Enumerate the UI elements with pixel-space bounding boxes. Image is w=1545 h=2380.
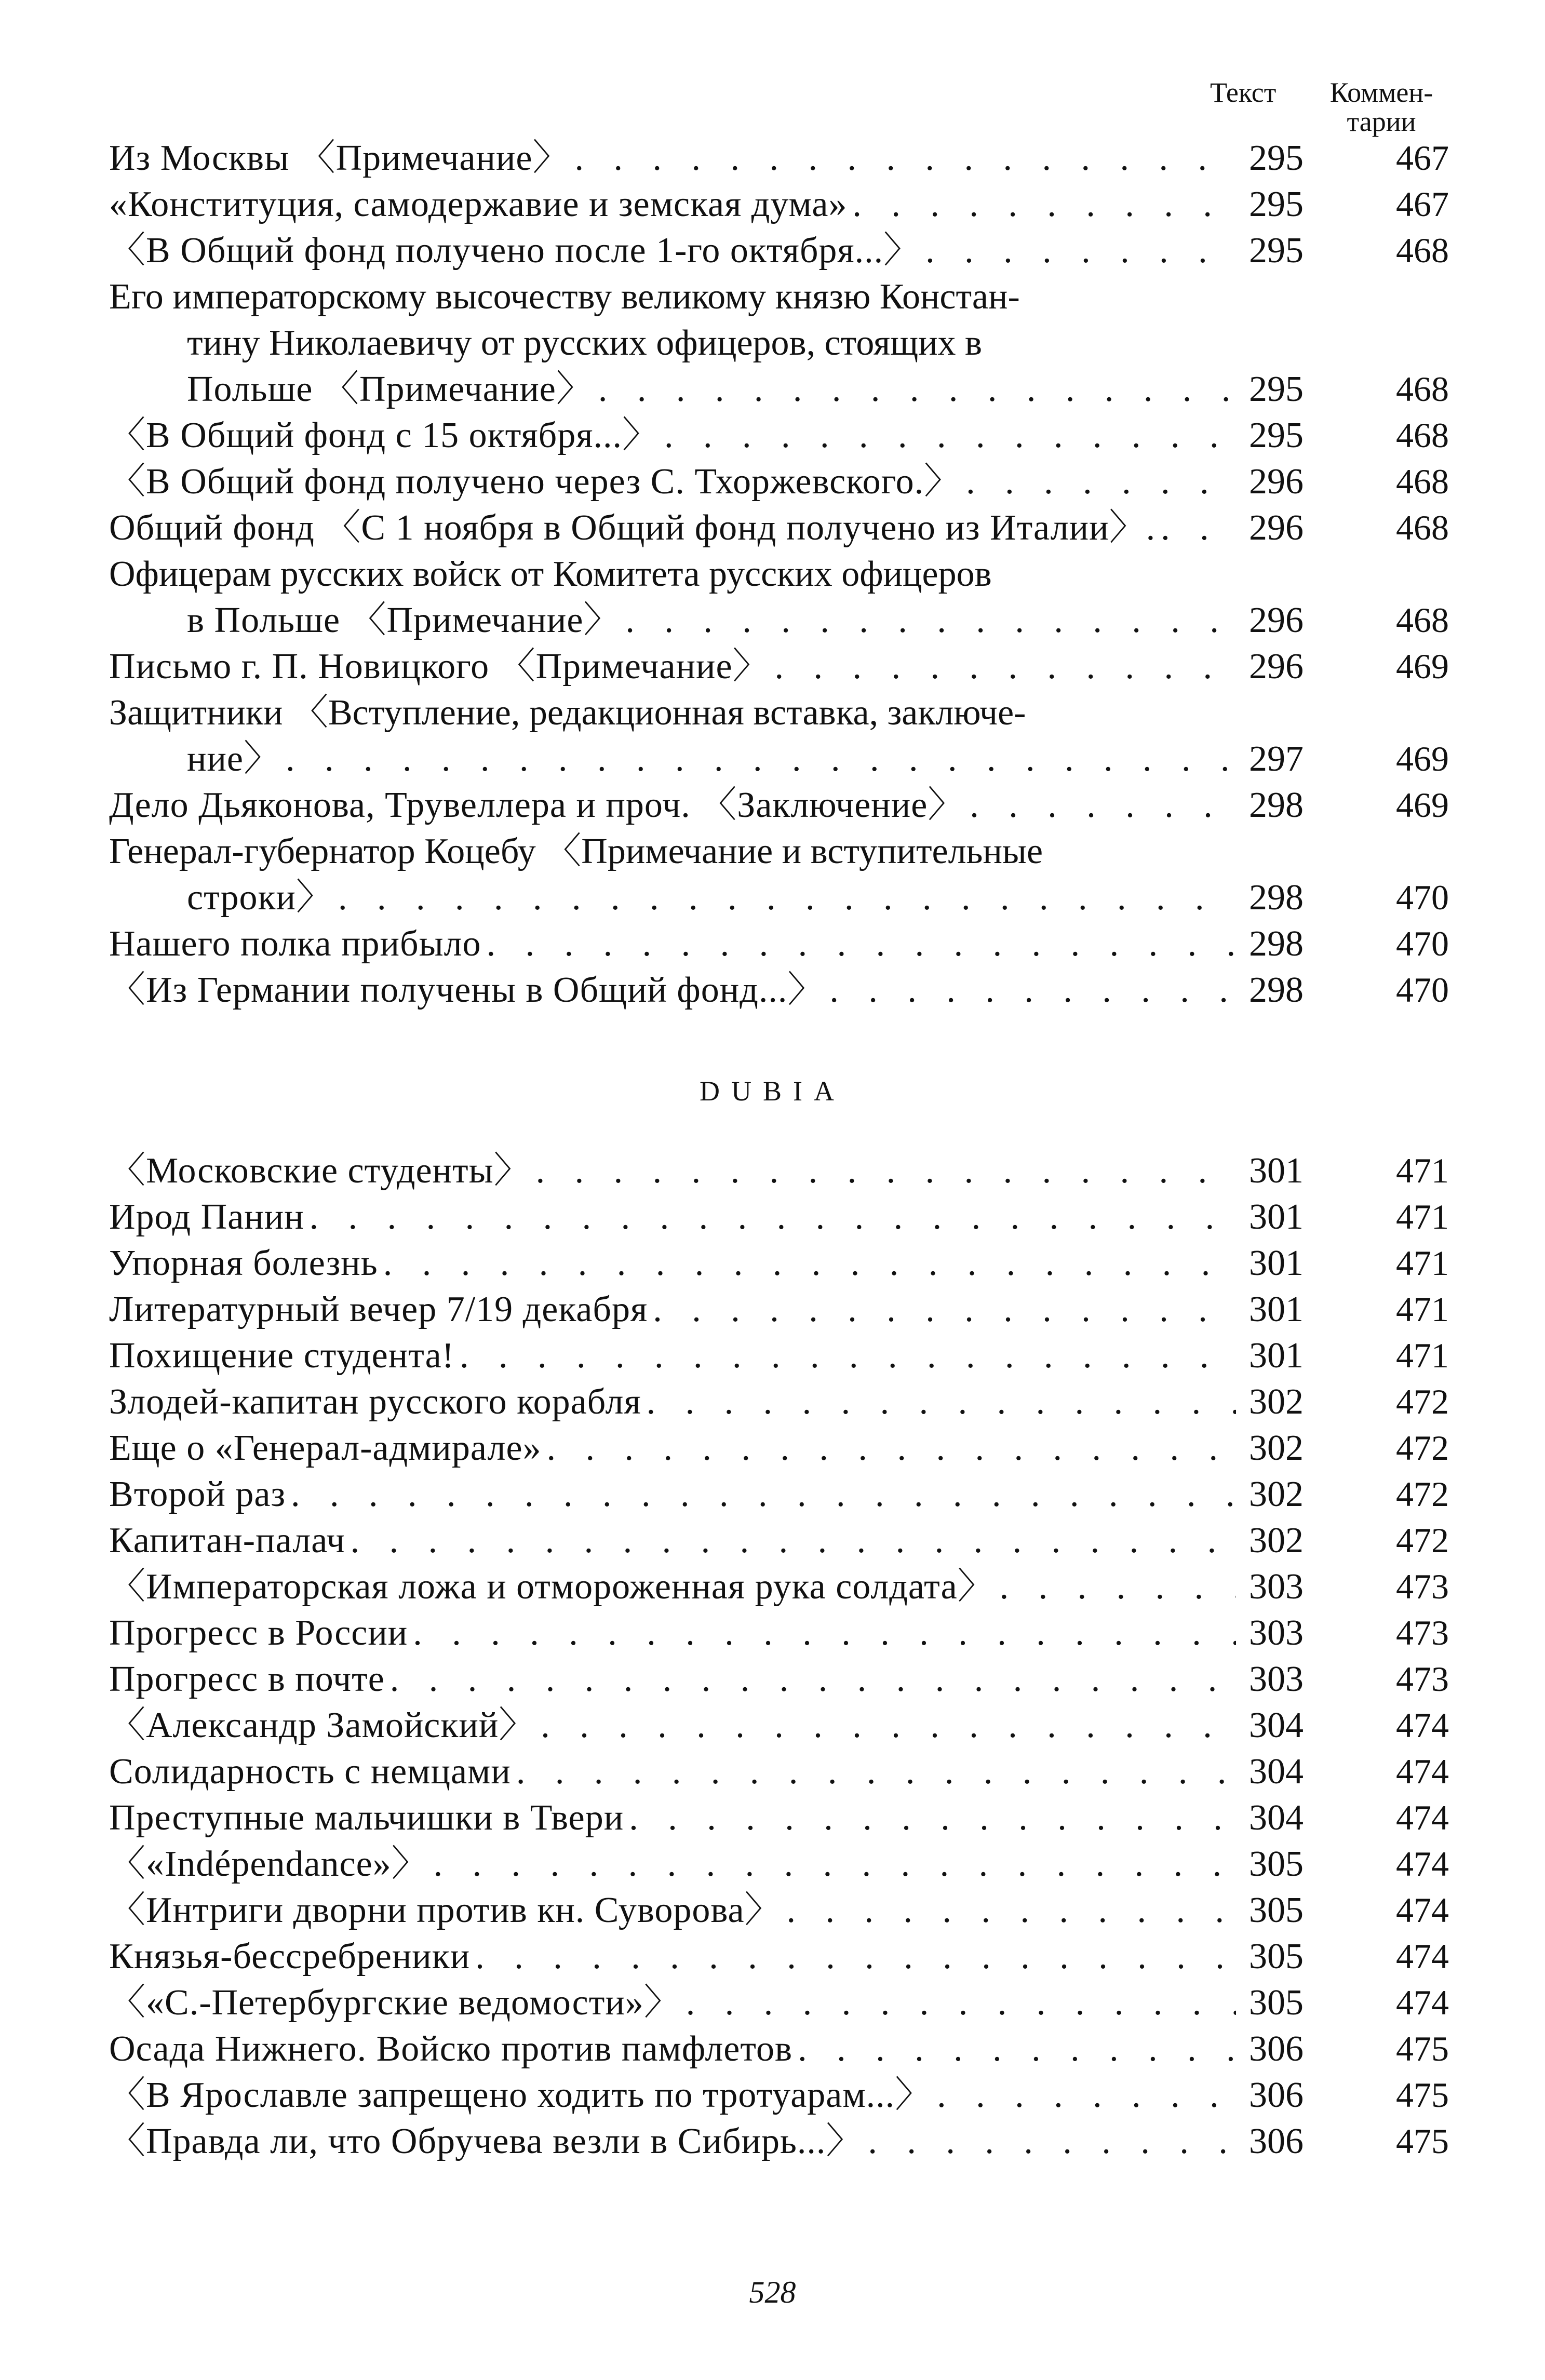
entry-last-line	[109, 782, 1304, 828]
entry-page-number: 295	[1249, 184, 1304, 224]
entry-page-number: 302	[1249, 1521, 1304, 1561]
dot-leader	[390, 1656, 1236, 1702]
dot-leader	[852, 181, 1236, 227]
dot-leader	[286, 736, 1236, 782]
entry-commentary-page: 474	[1396, 1890, 1449, 1930]
entry-last-line	[109, 1656, 1304, 1702]
entry-last-line	[109, 967, 1304, 1013]
entry-page-number: 296	[1249, 647, 1304, 687]
dot-leader	[1000, 1564, 1236, 1610]
toc-entry	[109, 828, 1449, 921]
entry-last-line	[109, 1980, 1304, 2026]
entry-title: Прогресс в России	[109, 1613, 408, 1653]
entry-page-number: 304	[1249, 1705, 1304, 1745]
entry-page-number: 306	[1249, 2121, 1304, 2161]
entry-commentary-page: 475	[1396, 2121, 1449, 2161]
entry-last-line	[109, 597, 1304, 643]
entry-commentary-page: 467	[1396, 138, 1449, 178]
toc-entry	[109, 690, 1449, 782]
dot-leader	[541, 1702, 1236, 1749]
entry-commentary-page: 474	[1396, 1983, 1449, 2022]
entry-commentary-page: 471	[1396, 1243, 1449, 1283]
toc-entry	[109, 1887, 1449, 1933]
dot-leader	[547, 1425, 1236, 1471]
toc-entry	[109, 1148, 1449, 1194]
toc-entry	[109, 2026, 1449, 2072]
entry-last-line	[109, 181, 1304, 227]
dot-leader	[291, 1471, 1236, 1517]
entry-commentary-page: 471	[1396, 1289, 1449, 1329]
entry-commentary-page: 471	[1396, 1197, 1449, 1236]
toc-entry	[109, 1425, 1449, 1471]
entry-commentary-page: 468	[1396, 508, 1449, 547]
entry-commentary-page: 474	[1396, 1844, 1449, 1884]
entry-title: в Польше 〈Примечание〉	[187, 600, 621, 640]
entry-title: Преступные мальчишки в Твери	[109, 1798, 624, 1838]
entry-title: Злодей-капитан русского корабля	[109, 1382, 641, 1422]
entry-title: строки〉	[187, 878, 333, 918]
column-header-commentary: Коммен- тарии	[1329, 77, 1433, 137]
dot-leader	[310, 1194, 1236, 1240]
entry-last-line	[109, 1933, 1304, 1980]
entry-last-line	[109, 1749, 1304, 1795]
entry-page-number: 296	[1249, 508, 1304, 548]
entry-title: Общий фонд 〈С 1 ноября в Общий фонд получено из Италии〉.	[109, 508, 1156, 548]
entry-commentary-page: 473	[1396, 1567, 1449, 1606]
entry-last-line	[109, 1564, 1304, 1610]
entry-commentary-page: 473	[1396, 1659, 1449, 1699]
entry-page-number: 301	[1249, 1243, 1304, 1283]
entry-commentary-page: 475	[1396, 2029, 1449, 2068]
entry-page-number: 295	[1249, 369, 1304, 409]
entry-title: Польше 〈Примечание〉	[187, 369, 593, 409]
entry-last-line	[109, 875, 1304, 921]
entry-commentary-page: 472	[1396, 1521, 1449, 1560]
dot-leader	[829, 967, 1236, 1013]
toc-entry	[109, 643, 1449, 690]
dot-leader	[798, 2026, 1236, 2072]
toc-entry	[109, 412, 1449, 459]
entry-commentary-page: 469	[1396, 785, 1449, 825]
entry-title: 〈Александр Замойский〉	[109, 1705, 536, 1745]
entry-page-number: 305	[1249, 1937, 1304, 1976]
dot-leader	[516, 1749, 1236, 1795]
dot-leader	[338, 875, 1236, 921]
entry-title: Из Москвы 〈Примечание〉	[109, 138, 570, 178]
toc-entry	[109, 1749, 1449, 1795]
dot-leader	[351, 1517, 1236, 1564]
entry-title: 〈В Общий фонд получено через С. Тхоржевского.〉	[109, 462, 961, 502]
entry-title: Осада Нижнего. Войско против памфлетов	[109, 2029, 793, 2069]
dot-leader	[460, 1333, 1236, 1379]
entry-page-number: 303	[1249, 1659, 1304, 1699]
entry-last-line	[109, 1148, 1304, 1194]
entry-last-line	[109, 1841, 1304, 1887]
entry-title: 〈Императорская ложа и отмороженная рука солдата〉	[109, 1567, 995, 1607]
entry-title: 〈«С.-Петербургские ведомости»〉	[109, 1983, 681, 2023]
toc-entry	[109, 967, 1449, 1013]
entry-page-number: 296	[1249, 600, 1304, 640]
entry-last-line	[109, 227, 1304, 274]
dot-leader	[937, 2072, 1236, 2118]
entry-last-line	[109, 1425, 1304, 1471]
entry-commentary-page: 471	[1396, 1336, 1449, 1375]
entry-commentary-page: 468	[1396, 369, 1449, 409]
entry-commentary-page: 468	[1396, 462, 1449, 501]
entry-title: Капитан-палач	[109, 1521, 345, 1561]
entry-commentary-page: 474	[1396, 1752, 1449, 1791]
dot-leader	[1161, 505, 1236, 551]
entry-page-number: 298	[1249, 924, 1304, 964]
toc-entry	[109, 1656, 1449, 1702]
toc-entry	[109, 135, 1449, 181]
entry-last-line	[109, 1240, 1304, 1286]
entry-commentary-page: 468	[1396, 415, 1449, 455]
entry-page-number: 295	[1249, 231, 1304, 271]
entry-commentary-page: 472	[1396, 1428, 1449, 1468]
entry-last-line	[109, 1286, 1304, 1333]
entry-last-line	[109, 2118, 1304, 2164]
entry-commentary-page: 472	[1396, 1474, 1449, 1514]
dot-leader	[629, 1795, 1236, 1841]
entry-last-line	[109, 505, 1304, 551]
entry-commentary-page: 470	[1396, 970, 1449, 1010]
entry-last-line	[109, 412, 1304, 459]
entry-title: Упорная болезнь	[109, 1243, 378, 1283]
entry-commentary-page: 474	[1396, 1798, 1449, 1837]
toc-entry	[109, 1517, 1449, 1564]
dot-leader	[434, 1841, 1236, 1887]
toc-entry	[109, 2118, 1449, 2164]
dot-leader	[598, 366, 1236, 412]
entry-page-number: 303	[1249, 1567, 1304, 1607]
toc-entry	[109, 1610, 1449, 1656]
toc-entry	[109, 1286, 1449, 1333]
entry-last-line	[109, 459, 1304, 505]
dot-leader	[966, 459, 1236, 505]
entry-last-line	[109, 1517, 1304, 1564]
dot-leader	[475, 1933, 1236, 1980]
entry-last-line	[109, 366, 1304, 412]
toc-entry	[109, 1933, 1449, 1980]
entry-title: 〈Правда ли, что Обручева везли в Сибирь...〉	[109, 2121, 863, 2161]
entry-commentary-page: 471	[1396, 1151, 1449, 1190]
entry-page-number: 298	[1249, 878, 1304, 918]
entry-title: ние〉	[187, 739, 280, 779]
entry-commentary-page: 470	[1396, 878, 1449, 917]
dot-leader	[925, 227, 1236, 274]
entry-page-number: 302	[1249, 1474, 1304, 1514]
entry-title-line: Генерал-губернатор Коцебу 〈Примечание и вступительные	[109, 831, 1043, 871]
entry-last-line	[109, 135, 1304, 181]
entry-last-line	[109, 1194, 1304, 1240]
entry-page-number: 306	[1249, 2075, 1304, 2115]
entry-last-line	[109, 1471, 1304, 1517]
entry-last-line	[109, 1610, 1304, 1656]
entry-title: 〈«Indépendance»〉	[109, 1844, 428, 1884]
entry-last-line	[109, 1379, 1304, 1425]
entry-commentary-page: 470	[1396, 924, 1449, 963]
toc-upper-list	[109, 135, 1449, 1013]
entry-commentary-page: 468	[1396, 600, 1449, 640]
entry-commentary-page: 474	[1396, 1705, 1449, 1745]
entry-title-line: тину Николаевичу от русских офицеров, стоящих в	[187, 323, 983, 363]
dot-leader	[413, 1610, 1236, 1656]
toc-entry	[109, 2072, 1449, 2118]
dot-leader	[775, 643, 1236, 690]
entry-commentary-page: 468	[1396, 231, 1449, 270]
dot-leader	[787, 1887, 1236, 1933]
dot-leader	[575, 135, 1236, 181]
entry-page-number: 305	[1249, 1844, 1304, 1884]
entry-page-number: 304	[1249, 1798, 1304, 1838]
toc-entry	[109, 1333, 1449, 1379]
entry-last-line	[109, 1795, 1304, 1841]
toc-entry	[109, 274, 1449, 412]
entry-commentary-page: 469	[1396, 647, 1449, 686]
entry-title: Второй раз	[109, 1474, 286, 1514]
entry-page-number: 298	[1249, 970, 1304, 1010]
toc-entry	[109, 1841, 1449, 1887]
entry-title: Еще о «Генерал-адмирале»	[109, 1428, 542, 1468]
entry-title: Прогресс в почте	[109, 1659, 385, 1699]
toc-entry	[109, 1980, 1449, 2026]
entry-last-line	[109, 736, 1304, 782]
entry-page-number: 303	[1249, 1613, 1304, 1653]
entry-title: 〈В Общий фонд с 15 октября...〉	[109, 415, 659, 455]
entry-title: Письмо г. П. Новицкого 〈Примечание〉	[109, 647, 770, 687]
column-header-text: Текст	[1210, 77, 1277, 108]
entry-title: Ирод Панин	[109, 1197, 304, 1237]
entry-commentary-page: 472	[1396, 1382, 1449, 1421]
entry-title: Князья-бессребреники	[109, 1937, 471, 1976]
entry-page-number: 295	[1249, 415, 1304, 455]
toc-entry	[109, 921, 1449, 967]
toc-entry	[109, 459, 1449, 505]
entry-page-number: 302	[1249, 1382, 1304, 1422]
entry-commentary-page: 475	[1396, 2075, 1449, 2115]
entry-last-line	[109, 643, 1304, 690]
toc-entry	[109, 1471, 1449, 1517]
entry-page-number: 301	[1249, 1151, 1304, 1191]
entry-title-line: Его императорскому высочеству великому князю Констан-	[109, 277, 1020, 317]
entry-page-number: 296	[1249, 462, 1304, 502]
entry-title: 〈Из Германии получены в Общий фонд...〉	[109, 970, 825, 1010]
entry-title: 〈Московские студенты〉	[109, 1151, 531, 1191]
entry-page-number: 305	[1249, 1983, 1304, 2023]
dot-leader	[383, 1240, 1236, 1286]
dot-leader	[653, 1286, 1236, 1333]
toc-entry	[109, 782, 1449, 828]
entry-last-line	[109, 1702, 1304, 1749]
entry-page-number: 295	[1249, 138, 1304, 178]
dot-leader	[970, 782, 1236, 828]
entry-page-number: 302	[1249, 1428, 1304, 1468]
toc-entry	[109, 227, 1449, 274]
entry-title: 〈В Общий фонд получено после 1-го октября...〉	[109, 231, 921, 271]
toc-entry	[109, 1795, 1449, 1841]
entry-page-number: 306	[1249, 2029, 1304, 2069]
entry-title: 〈В Ярославле запрещено ходить по тротуарам...〉	[109, 2075, 932, 2115]
entry-title: Дело Дьяконова, Трувеллера и проч. 〈Заключение〉	[109, 785, 965, 825]
dot-leader	[536, 1148, 1236, 1194]
section-title: DUBIA	[700, 1075, 845, 1107]
entry-last-line	[109, 2072, 1304, 2118]
entry-last-line	[109, 921, 1304, 967]
entry-last-line	[109, 1887, 1304, 1933]
entry-title: Солидарность с немцами	[109, 1752, 511, 1792]
entry-title: Нашего полка прибыло	[109, 924, 481, 964]
page-number: 528	[749, 2275, 796, 2309]
toc-entry	[109, 551, 1449, 643]
entry-title: Похищение студента!	[109, 1336, 455, 1376]
entry-page-number: 301	[1249, 1289, 1304, 1329]
entry-title: «Конституция, самодержавие и земская дума»	[109, 184, 848, 224]
dot-leader	[686, 1980, 1236, 2026]
entry-page-number: 301	[1249, 1197, 1304, 1237]
entry-page-number: 304	[1249, 1752, 1304, 1792]
dot-leader	[664, 412, 1236, 459]
entry-title-line: Защитники 〈Вступление, редакционная вставка, заключе-	[109, 693, 1026, 733]
entry-page-number: 297	[1249, 739, 1304, 779]
entry-page-number: 301	[1249, 1336, 1304, 1376]
entry-last-line	[109, 2026, 1304, 2072]
toc-entry	[109, 1240, 1449, 1286]
entry-page-number: 298	[1249, 785, 1304, 825]
dot-leader	[487, 921, 1236, 967]
entry-title: Литературный вечер 7/19 декабря	[109, 1289, 648, 1329]
entry-title: 〈Интриги дворни против кн. Суворова〉	[109, 1890, 782, 1930]
toc-entry	[109, 1379, 1449, 1425]
toc-dubia-list	[109, 1148, 1449, 2164]
entry-page-number: 305	[1249, 1890, 1304, 1930]
dot-leader	[625, 597, 1236, 643]
toc-entry	[109, 1702, 1449, 1749]
entry-last-line	[109, 1333, 1304, 1379]
toc-entry	[109, 181, 1449, 227]
entry-commentary-page: 467	[1396, 184, 1449, 224]
entry-commentary-page: 473	[1396, 1613, 1449, 1652]
toc-entry	[109, 505, 1449, 551]
toc-entry	[109, 1564, 1449, 1610]
dot-leader	[647, 1379, 1236, 1425]
toc-entry	[109, 1194, 1449, 1240]
entry-commentary-page: 469	[1396, 739, 1449, 778]
entry-title-line: Офицерам русских войск от Комитета русских офицеров	[109, 554, 992, 594]
dot-leader	[868, 2118, 1236, 2164]
entry-commentary-page: 474	[1396, 1937, 1449, 1976]
